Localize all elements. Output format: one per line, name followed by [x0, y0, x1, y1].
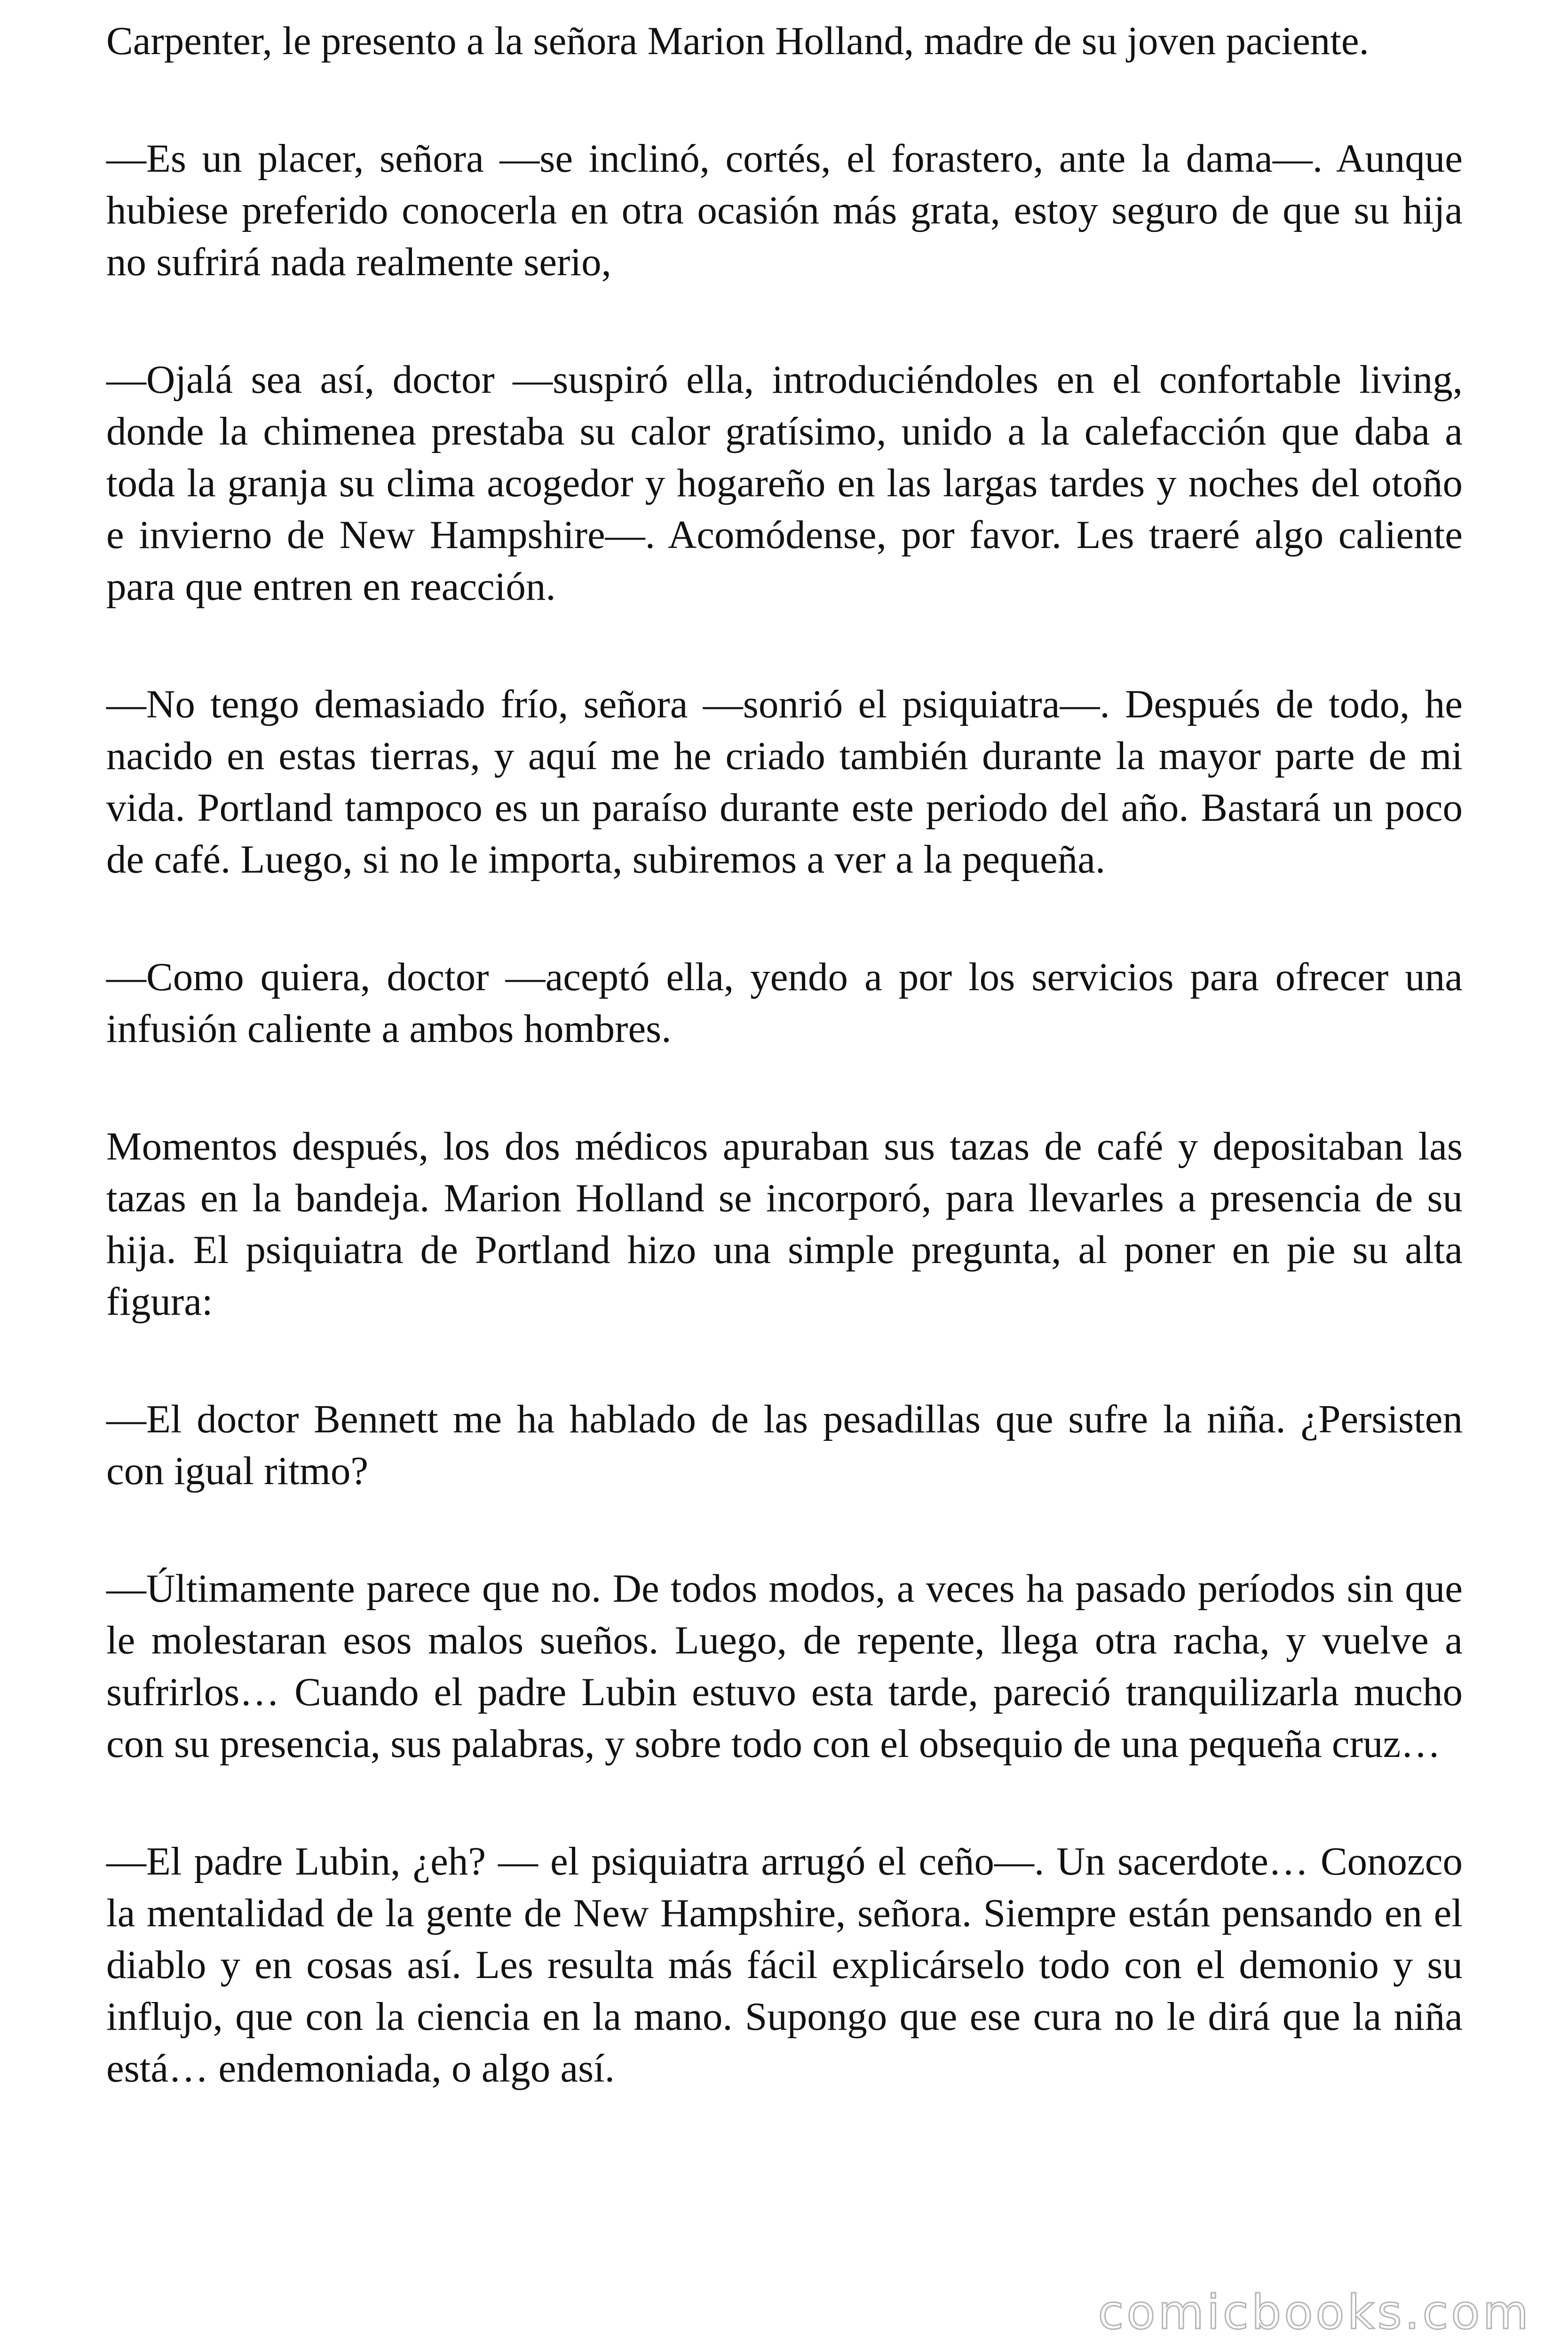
- watermark: comicbooks.com: [1098, 2285, 1531, 2340]
- paragraph-5: —Como quiera, doctor —aceptó ella, yendo a por los servicios para ofrecer una infusión caliente a ambos hombres.: [106, 955, 1463, 1051]
- paragraph-4: —No tengo demasiado frío, señora —sonrió el psiquiatra—. Después de todo, he nacido en estas tierras, y aquí me he criado también durante la mayor parte de mi vida. Portland tampoco es un paraíso durante este periodo del año. Bastará un poco de café. Luego, si no le importa, subiremos a ver a la pequeña.: [106, 682, 1463, 882]
- paragraph-6: Momentos después, los dos médicos apuraban sus tazas de café y depositaban las tazas en la bandeja. Marion Holland se incorporó, para llevarles a presencia de su hija. El psiquiatra de Portland hizo una simple pregunta, al poner en pie su alta figura:: [106, 1124, 1463, 1324]
- paragraph-9: —El padre Lubin, ¿eh? — el psiquiatra arrugó el ceño—. Un sacerdote… Conozco la mentalidad de la gente de New Hampshire, señora. Siempre están pensando en el diablo y en cosas así. Les resulta más fácil explicárselo todo con el demonio y su influjo, que con la ciencia en la mano. Supongo que ese cura no le dirá que la niña está… endemoniada, o algo así.: [106, 1839, 1463, 2090]
- paragraph-7: —El doctor Bennett me ha hablado de las pesadillas que sufre la niña. ¿Persisten con igual ritmo?: [106, 1397, 1463, 1493]
- paragraph-3: —Ojalá sea así, doctor —suspiró ella, introduciéndoles en el confortable living, donde la chimenea prestaba su calor gratísimo, unido a la calefacción que daba a toda la granja su clima acogedor y hogareño en las largas tardes y noches del otoño e invierno de New Hampshire—. Acomódense, por favor. Les traeré algo caliente para que entren en reacción.: [106, 358, 1463, 609]
- paragraph-8: —Últimamente parece que no. De todos modos, a veces ha pasado períodos sin que le molestaran esos malos sueños. Luego, de repente, llega otra racha, y vuelve a sufrirlos… Cuando el padre Lubin estuvo esta tarde, pareció tranquilizarla mucho con su presencia, sus palabras, y sobre todo con el obsequio de una pequeña cruz…: [106, 1566, 1463, 1766]
- paragraph-2: —Es un placer, señora —se inclinó, cortés, el forastero, ante la dama—. Aunque hubiese preferido conocerla en otra ocasión más grata, estoy seguro de que su hija no sufrirá nada realmente serio,: [106, 136, 1463, 284]
- page-text: [106, 15, 1463, 2160]
- paragraph-1: Carpenter, le presento a la señora Marion Holland, madre de su joven paciente.: [106, 19, 1369, 63]
